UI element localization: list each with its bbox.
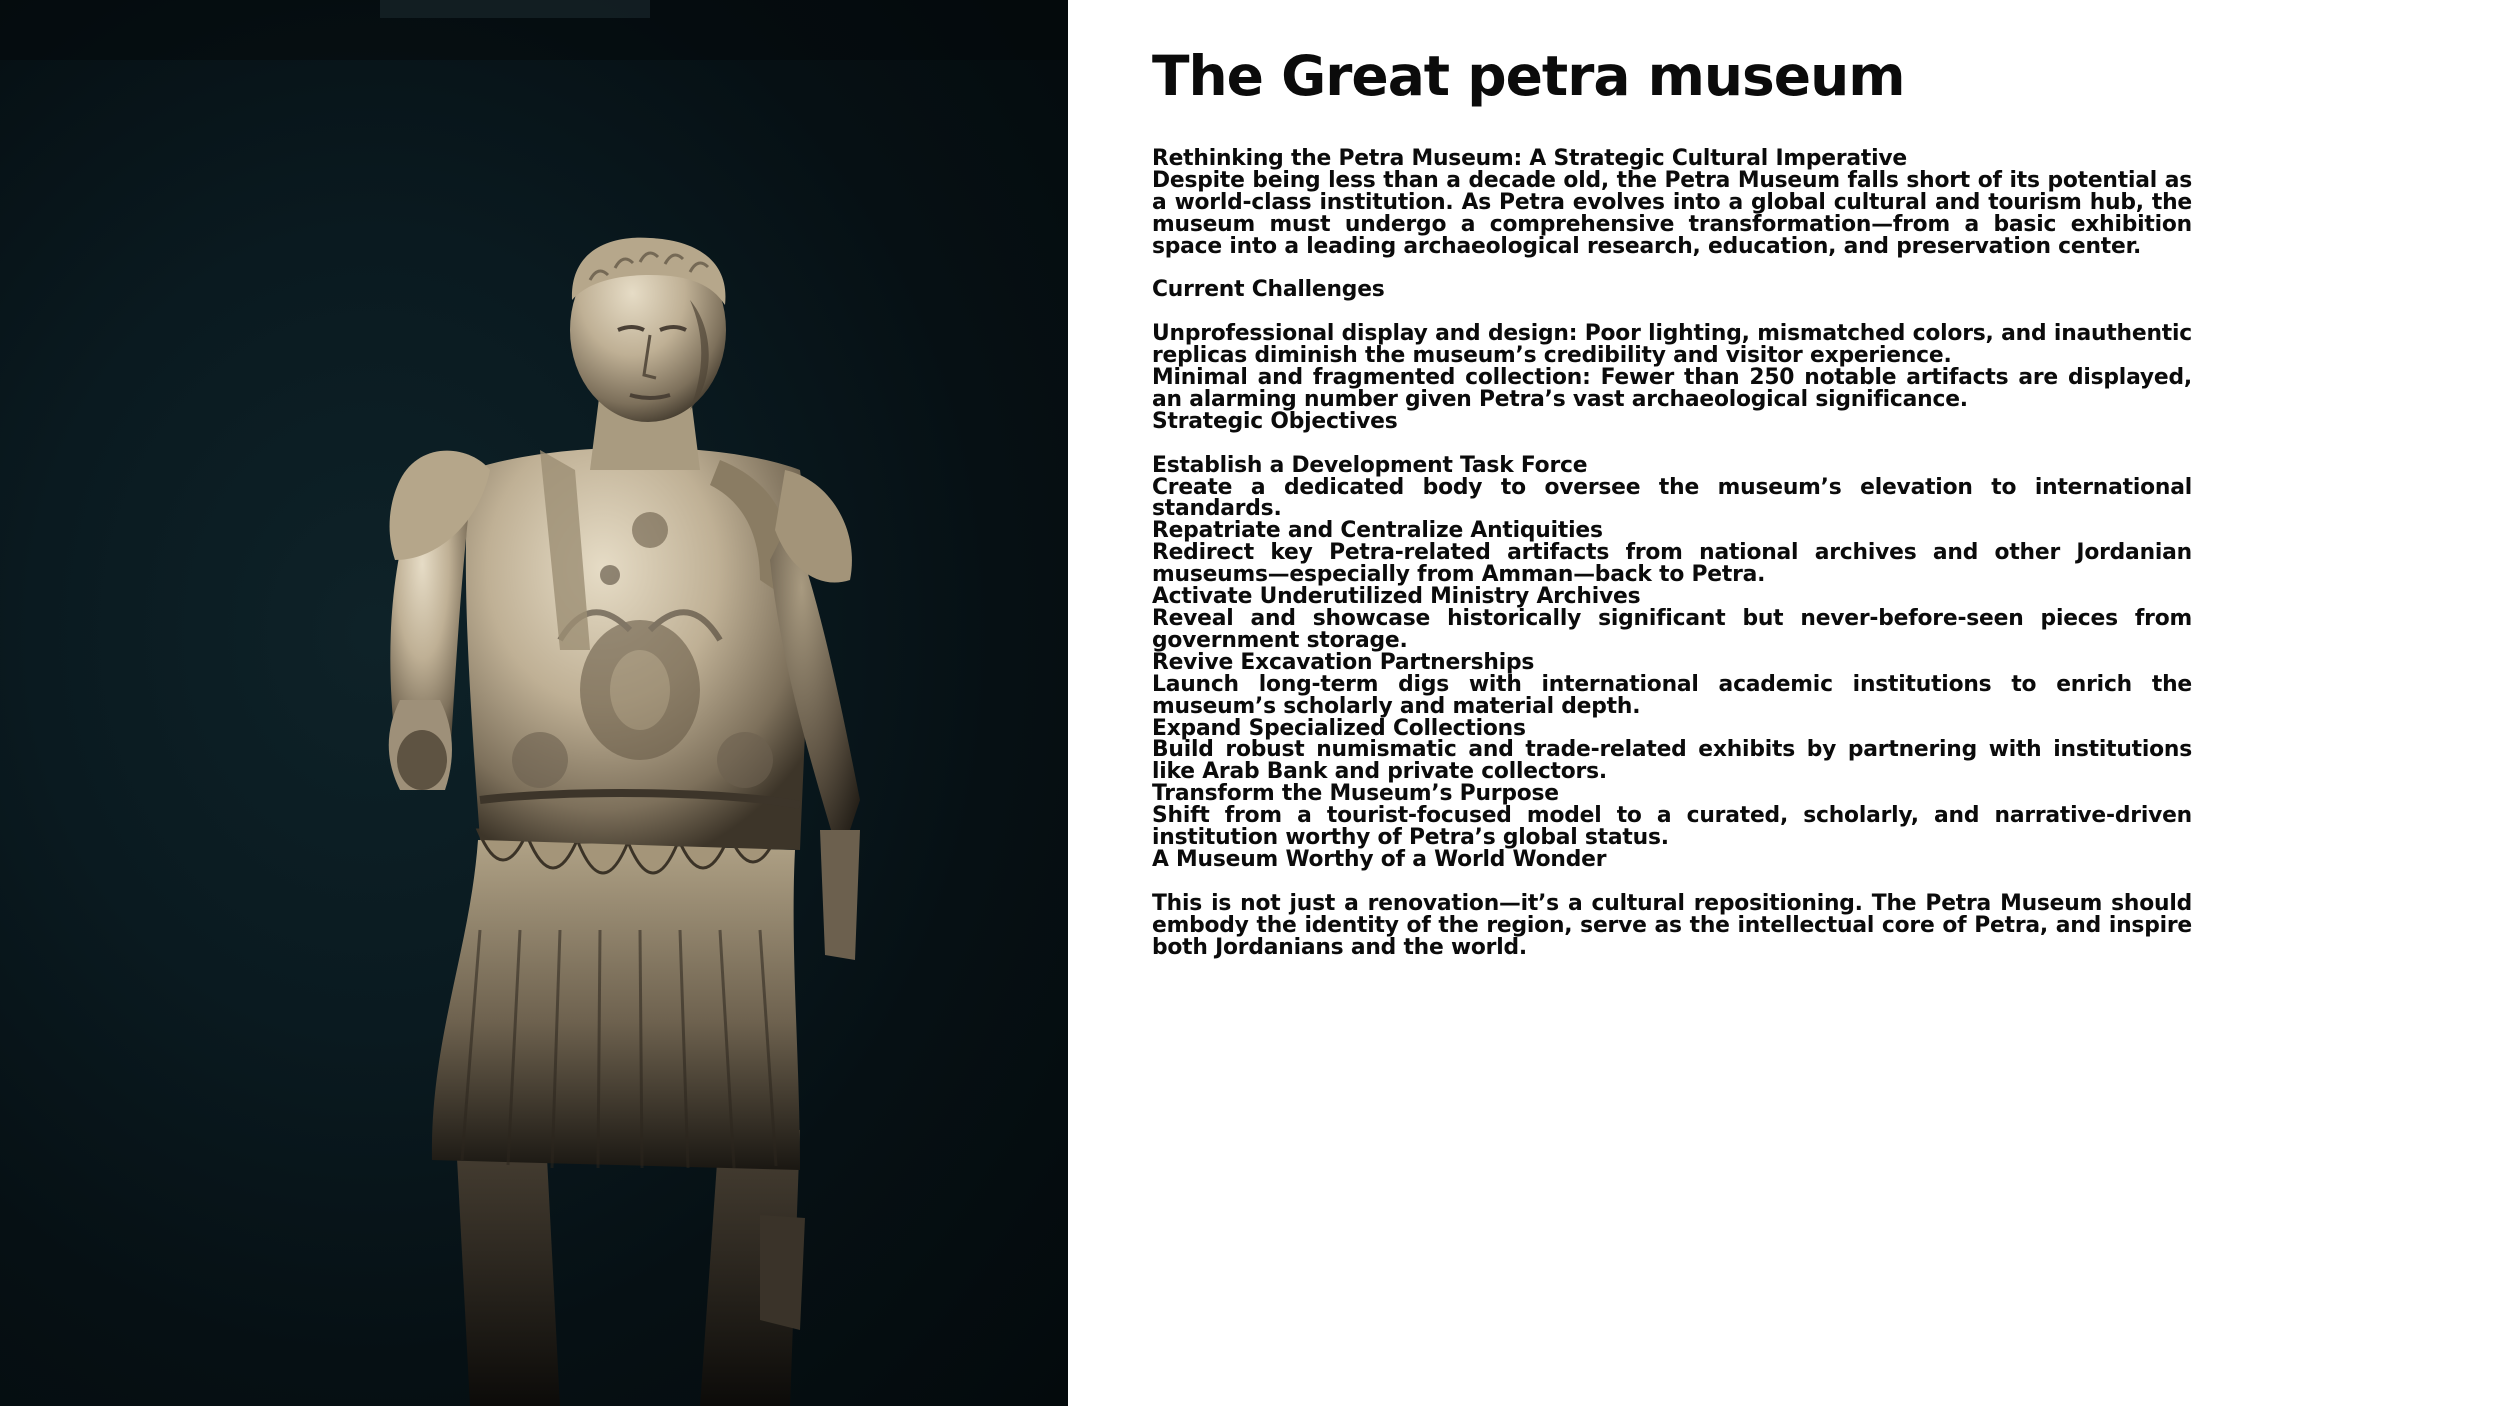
intro-heading: Rethinking the Petra Museum: A Strategic Cultural Imperative bbox=[1152, 146, 1908, 171]
objective-text: Redirect key Petra-related artifacts from national archives and other Jordanian museums—especially from Amman—back to Petra. bbox=[1152, 540, 2192, 588]
objectives-heading: Strategic Objectives bbox=[1152, 408, 1398, 434]
objective-title: Activate Underutilized Ministry Archives bbox=[1152, 584, 1641, 610]
challenge-item: Unprofessional display and design: Poor lighting, mismatched colors, and inauthentic replicas diminish the museum’s credibility and visitor experience. bbox=[1152, 321, 2192, 369]
conclusion-paragraph: This is not just a renovation—it’s a cultural repositioning. The Petra Museum should embody the identity of the region, serve as the intellectual core of Petra, and inspire both Jordanians and the world. bbox=[1152, 890, 2192, 960]
conclusion-heading: A Museum Worthy of a World Wonder bbox=[1152, 846, 1607, 872]
page-title: The Great petra museum bbox=[1152, 44, 1905, 108]
objective-title: Establish a Development Task Force bbox=[1152, 452, 1588, 478]
intro-paragraph: Despite being less than a decade old, the Petra Museum falls short of its potential as a world-class institution. As Petra evolves into a global cultural and tourism hub, the museum must undergo a comprehensive transformation—from a basic exhibition space into a leading archaeological research, education, and preservation center. bbox=[1152, 167, 2192, 259]
objective-text: Reveal and showcase historically significant but never-before-seen pieces from government storage. bbox=[1152, 605, 2192, 653]
text-panel bbox=[1152, 40, 2192, 1370]
objective-text: Create a dedicated body to oversee the museum’s elevation to international standards. bbox=[1152, 474, 2192, 522]
objective-title: Repatriate and Centralize Antiquities bbox=[1152, 518, 1603, 544]
objective-text: Shift from a tourist-focused model to a curated, scholarly, and narrative-driven institution worthy of Petra’s global status. bbox=[1152, 803, 2192, 851]
objective-text: Launch long-term digs with international academic institutions to enrich the museum’s scholarly and material depth. bbox=[1152, 671, 2192, 719]
objective-title: Revive Excavation Partnerships bbox=[1152, 649, 1535, 675]
objective-text: Build robust numismatic and trade-related exhibits by partnering with institutions like Arab Bank and private collectors. bbox=[1152, 737, 2192, 785]
challenges-heading: Current Challenges bbox=[1152, 277, 1385, 303]
challenge-item: Minimal and fragmented collection: Fewer than 250 notable artifacts are displayed, an alarming number given Petra’s vast archaeological significance. bbox=[1152, 365, 2192, 412]
spacer bbox=[1152, 433, 2192, 455]
objective-title: Expand Specialized Collections bbox=[1152, 715, 1526, 741]
article-body bbox=[1152, 148, 2192, 958]
statue-illustration bbox=[0, 0, 1068, 1406]
objective-title: Transform the Museum’s Purpose bbox=[1152, 781, 1559, 807]
spacer bbox=[1152, 871, 2192, 893]
spacer bbox=[1152, 258, 2192, 280]
statue-photo bbox=[0, 0, 1068, 1406]
spacer bbox=[1152, 301, 2192, 323]
